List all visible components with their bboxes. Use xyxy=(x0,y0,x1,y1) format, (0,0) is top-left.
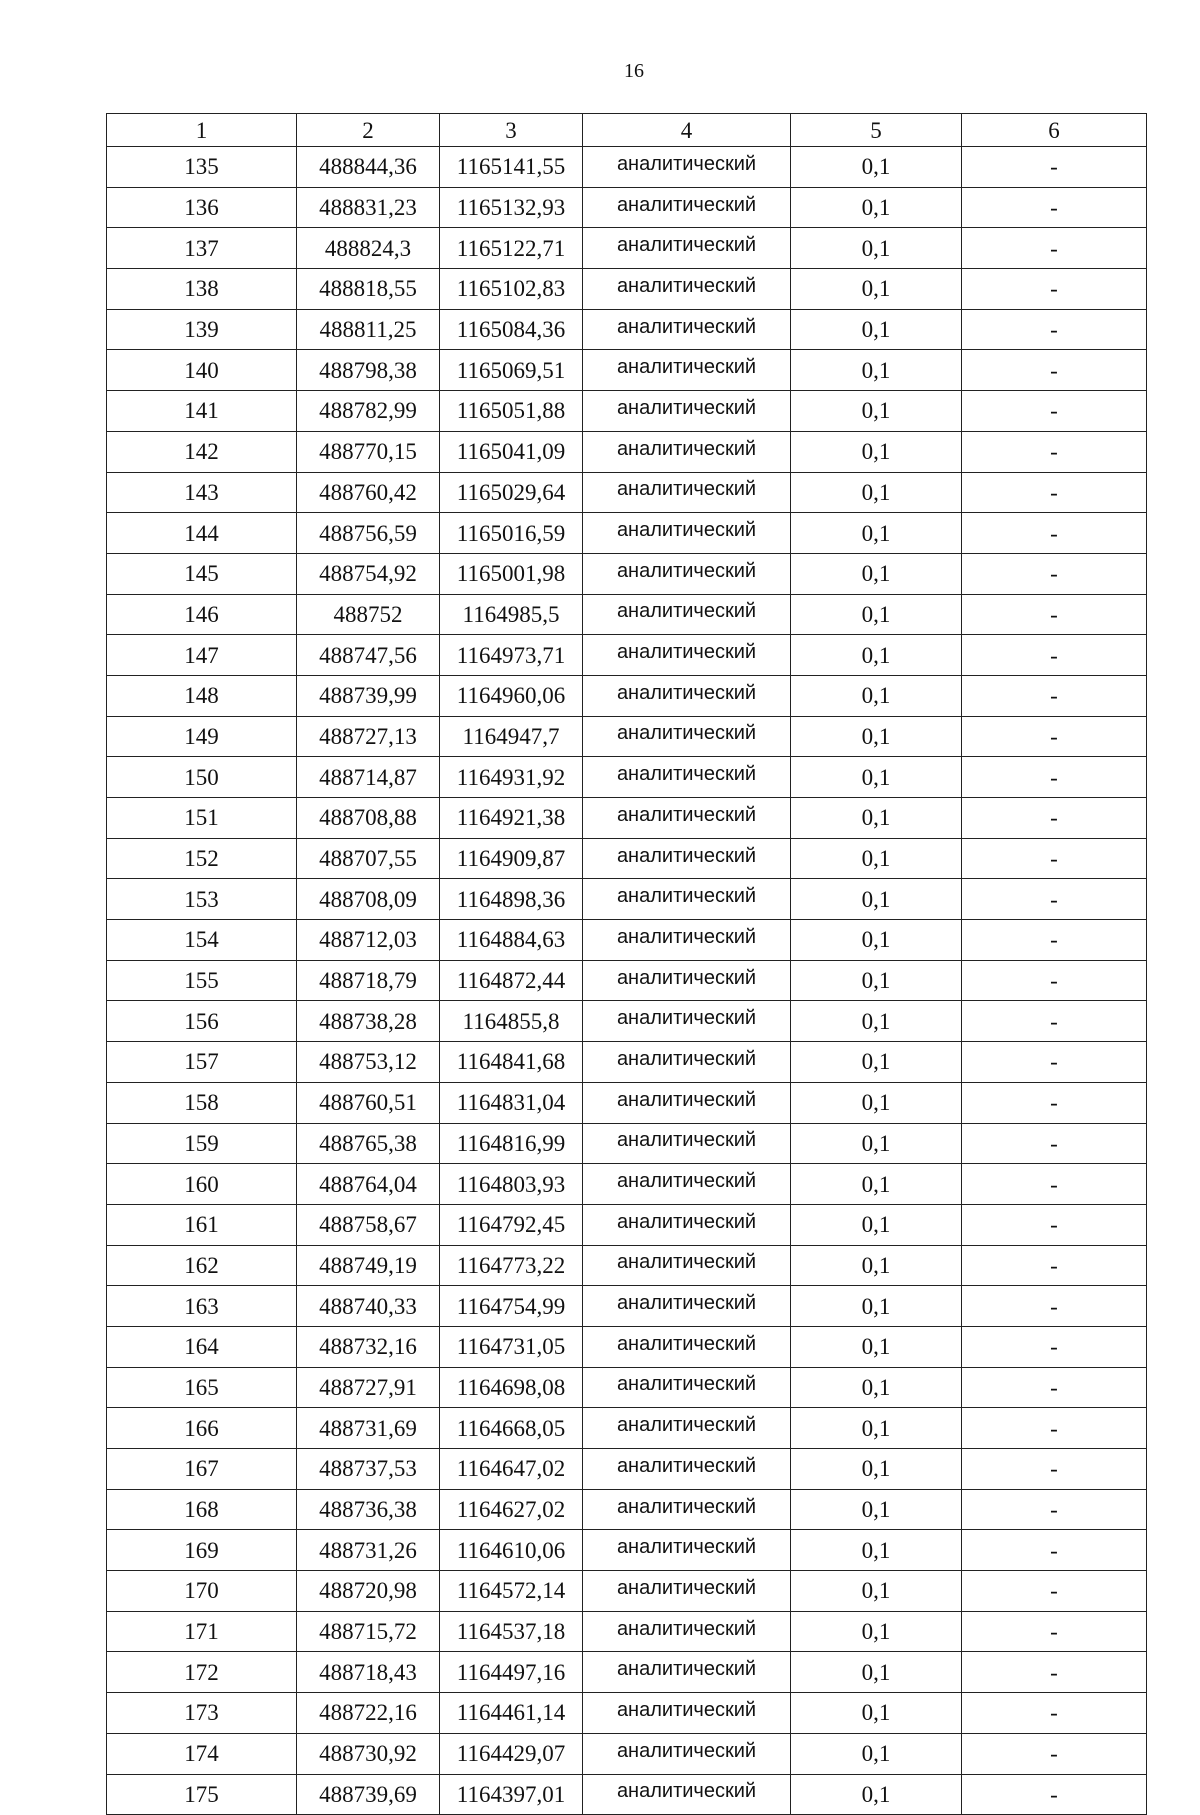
method-cell: аналитический xyxy=(583,391,791,432)
method-cell: аналитический xyxy=(583,1245,791,1286)
y-coordinate-cell: 1165102,83 xyxy=(440,269,583,310)
table-row xyxy=(107,1693,1147,1734)
point-number-cell: 165 xyxy=(107,1367,297,1408)
coordinates-table xyxy=(106,113,1147,1815)
method-cell: аналитический xyxy=(583,1530,791,1571)
table-row xyxy=(107,1245,1147,1286)
y-coordinate-cell: 1164610,06 xyxy=(440,1530,583,1571)
x-coordinate-cell: 488758,67 xyxy=(297,1204,440,1245)
note-cell: - xyxy=(962,1123,1147,1164)
point-number-cell: 158 xyxy=(107,1082,297,1123)
point-number-cell: 151 xyxy=(107,798,297,839)
accuracy-cell: 0,1 xyxy=(791,1042,962,1083)
method-cell: аналитический xyxy=(583,513,791,554)
method-cell: аналитический xyxy=(583,1367,791,1408)
point-number-cell: 152 xyxy=(107,838,297,879)
y-coordinate-cell: 1164898,36 xyxy=(440,879,583,920)
y-coordinate-cell: 1164497,16 xyxy=(440,1652,583,1693)
note-cell: - xyxy=(962,594,1147,635)
note-cell: - xyxy=(962,635,1147,676)
x-coordinate-cell: 488708,09 xyxy=(297,879,440,920)
x-coordinate-cell: 488760,51 xyxy=(297,1082,440,1123)
column-header: 4 xyxy=(583,114,791,147)
table-row xyxy=(107,838,1147,879)
table-row xyxy=(107,553,1147,594)
table-row xyxy=(107,147,1147,188)
y-coordinate-cell: 1164921,38 xyxy=(440,798,583,839)
note-cell: - xyxy=(962,1489,1147,1530)
point-number-cell: 164 xyxy=(107,1326,297,1367)
table-row xyxy=(107,1123,1147,1164)
note-cell: - xyxy=(962,269,1147,310)
method-cell: аналитический xyxy=(583,309,791,350)
note-cell: - xyxy=(962,1408,1147,1449)
accuracy-cell: 0,1 xyxy=(791,1326,962,1367)
note-cell: - xyxy=(962,472,1147,513)
y-coordinate-cell: 1164872,44 xyxy=(440,960,583,1001)
table-row xyxy=(107,1164,1147,1205)
table-row xyxy=(107,757,1147,798)
note-cell: - xyxy=(962,187,1147,228)
table-row xyxy=(107,309,1147,350)
note-cell: - xyxy=(962,1733,1147,1774)
method-cell: аналитический xyxy=(583,1326,791,1367)
table-row xyxy=(107,1774,1147,1815)
table-row xyxy=(107,391,1147,432)
note-cell: - xyxy=(962,1652,1147,1693)
point-number-cell: 161 xyxy=(107,1204,297,1245)
note-cell: - xyxy=(962,1326,1147,1367)
y-coordinate-cell: 1164947,7 xyxy=(440,716,583,757)
accuracy-cell: 0,1 xyxy=(791,1774,962,1815)
y-coordinate-cell: 1164668,05 xyxy=(440,1408,583,1449)
note-cell: - xyxy=(962,147,1147,188)
method-cell: аналитический xyxy=(583,1164,791,1205)
point-number-cell: 170 xyxy=(107,1571,297,1612)
accuracy-cell: 0,1 xyxy=(791,1164,962,1205)
table-row xyxy=(107,1449,1147,1490)
accuracy-cell: 0,1 xyxy=(791,431,962,472)
point-number-cell: 160 xyxy=(107,1164,297,1205)
accuracy-cell: 0,1 xyxy=(791,716,962,757)
y-coordinate-cell: 1165084,36 xyxy=(440,309,583,350)
table-row xyxy=(107,716,1147,757)
point-number-cell: 168 xyxy=(107,1489,297,1530)
point-number-cell: 156 xyxy=(107,1001,297,1042)
x-coordinate-cell: 488712,03 xyxy=(297,920,440,961)
method-cell: аналитический xyxy=(583,716,791,757)
y-coordinate-cell: 1165122,71 xyxy=(440,228,583,269)
x-coordinate-cell: 488739,69 xyxy=(297,1774,440,1815)
accuracy-cell: 0,1 xyxy=(791,1611,962,1652)
method-cell: аналитический xyxy=(583,675,791,716)
point-number-cell: 169 xyxy=(107,1530,297,1571)
column-header: 5 xyxy=(791,114,962,147)
accuracy-cell: 0,1 xyxy=(791,1245,962,1286)
x-coordinate-cell: 488765,38 xyxy=(297,1123,440,1164)
table-row xyxy=(107,513,1147,554)
note-cell: - xyxy=(962,513,1147,554)
x-coordinate-cell: 488722,16 xyxy=(297,1693,440,1734)
method-cell: аналитический xyxy=(583,1449,791,1490)
y-coordinate-cell: 1164884,63 xyxy=(440,920,583,961)
note-cell: - xyxy=(962,228,1147,269)
table-row xyxy=(107,635,1147,676)
point-number-cell: 136 xyxy=(107,187,297,228)
accuracy-cell: 0,1 xyxy=(791,1123,962,1164)
note-cell: - xyxy=(962,675,1147,716)
note-cell: - xyxy=(962,1571,1147,1612)
note-cell: - xyxy=(962,879,1147,920)
accuracy-cell: 0,1 xyxy=(791,228,962,269)
note-cell: - xyxy=(962,757,1147,798)
accuracy-cell: 0,1 xyxy=(791,675,962,716)
column-header: 3 xyxy=(440,114,583,147)
x-coordinate-cell: 488714,87 xyxy=(297,757,440,798)
method-cell: аналитический xyxy=(583,431,791,472)
note-cell: - xyxy=(962,309,1147,350)
y-coordinate-cell: 1164855,8 xyxy=(440,1001,583,1042)
table-row xyxy=(107,1733,1147,1774)
table-row xyxy=(107,798,1147,839)
point-number-cell: 171 xyxy=(107,1611,297,1652)
column-header: 1 xyxy=(107,114,297,147)
note-cell: - xyxy=(962,553,1147,594)
accuracy-cell: 0,1 xyxy=(791,1001,962,1042)
table-row xyxy=(107,1652,1147,1693)
method-cell: аналитический xyxy=(583,1733,791,1774)
point-number-cell: 141 xyxy=(107,391,297,432)
table-body xyxy=(107,147,1147,1815)
accuracy-cell: 0,1 xyxy=(791,757,962,798)
method-cell: аналитический xyxy=(583,757,791,798)
note-cell: - xyxy=(962,431,1147,472)
x-coordinate-cell: 488730,92 xyxy=(297,1733,440,1774)
x-coordinate-cell: 488747,56 xyxy=(297,635,440,676)
accuracy-cell: 0,1 xyxy=(791,1693,962,1734)
method-cell: аналитический xyxy=(583,350,791,391)
note-cell: - xyxy=(962,798,1147,839)
method-cell: аналитический xyxy=(583,920,791,961)
table-row xyxy=(107,1042,1147,1083)
y-coordinate-cell: 1165041,09 xyxy=(440,431,583,472)
page-number: 16 xyxy=(624,60,644,82)
note-cell: - xyxy=(962,1693,1147,1734)
table-row xyxy=(107,960,1147,1001)
y-coordinate-cell: 1165001,98 xyxy=(440,553,583,594)
y-coordinate-cell: 1164461,14 xyxy=(440,1693,583,1734)
point-number-cell: 146 xyxy=(107,594,297,635)
y-coordinate-cell: 1164429,07 xyxy=(440,1733,583,1774)
method-cell: аналитический xyxy=(583,1123,791,1164)
point-number-cell: 142 xyxy=(107,431,297,472)
x-coordinate-cell: 488739,99 xyxy=(297,675,440,716)
x-coordinate-cell: 488740,33 xyxy=(297,1286,440,1327)
point-number-cell: 162 xyxy=(107,1245,297,1286)
point-number-cell: 166 xyxy=(107,1408,297,1449)
accuracy-cell: 0,1 xyxy=(791,960,962,1001)
note-cell: - xyxy=(962,1001,1147,1042)
y-coordinate-cell: 1164909,87 xyxy=(440,838,583,879)
method-cell: аналитический xyxy=(583,798,791,839)
point-number-cell: 173 xyxy=(107,1693,297,1734)
accuracy-cell: 0,1 xyxy=(791,187,962,228)
point-number-cell: 135 xyxy=(107,147,297,188)
note-cell: - xyxy=(962,838,1147,879)
note-cell: - xyxy=(962,1611,1147,1652)
y-coordinate-cell: 1164773,22 xyxy=(440,1245,583,1286)
y-coordinate-cell: 1164841,68 xyxy=(440,1042,583,1083)
accuracy-cell: 0,1 xyxy=(791,1286,962,1327)
accuracy-cell: 0,1 xyxy=(791,1489,962,1530)
y-coordinate-cell: 1165051,88 xyxy=(440,391,583,432)
method-cell: аналитический xyxy=(583,1001,791,1042)
accuracy-cell: 0,1 xyxy=(791,1367,962,1408)
accuracy-cell: 0,1 xyxy=(791,350,962,391)
point-number-cell: 149 xyxy=(107,716,297,757)
point-number-cell: 150 xyxy=(107,757,297,798)
y-coordinate-cell: 1164731,05 xyxy=(440,1326,583,1367)
y-coordinate-cell: 1164647,02 xyxy=(440,1449,583,1490)
accuracy-cell: 0,1 xyxy=(791,1733,962,1774)
note-cell: - xyxy=(962,1164,1147,1205)
y-coordinate-cell: 1165132,93 xyxy=(440,187,583,228)
accuracy-cell: 0,1 xyxy=(791,838,962,879)
accuracy-cell: 0,1 xyxy=(791,513,962,554)
method-cell: аналитический xyxy=(583,1489,791,1530)
point-number-cell: 163 xyxy=(107,1286,297,1327)
accuracy-cell: 0,1 xyxy=(791,920,962,961)
note-cell: - xyxy=(962,1367,1147,1408)
x-coordinate-cell: 488727,91 xyxy=(297,1367,440,1408)
accuracy-cell: 0,1 xyxy=(791,1571,962,1612)
point-number-cell: 167 xyxy=(107,1449,297,1490)
point-number-cell: 157 xyxy=(107,1042,297,1083)
x-coordinate-cell: 488707,55 xyxy=(297,838,440,879)
x-coordinate-cell: 488831,23 xyxy=(297,187,440,228)
method-cell: аналитический xyxy=(583,960,791,1001)
y-coordinate-cell: 1164960,06 xyxy=(440,675,583,716)
point-number-cell: 138 xyxy=(107,269,297,310)
x-coordinate-cell: 488720,98 xyxy=(297,1571,440,1612)
note-cell: - xyxy=(962,1204,1147,1245)
note-cell: - xyxy=(962,960,1147,1001)
column-header: 6 xyxy=(962,114,1147,147)
point-number-cell: 140 xyxy=(107,350,297,391)
method-cell: аналитический xyxy=(583,1286,791,1327)
accuracy-cell: 0,1 xyxy=(791,1204,962,1245)
point-number-cell: 145 xyxy=(107,553,297,594)
x-coordinate-cell: 488731,26 xyxy=(297,1530,440,1571)
point-number-cell: 139 xyxy=(107,309,297,350)
y-coordinate-cell: 1164803,93 xyxy=(440,1164,583,1205)
table-row xyxy=(107,472,1147,513)
method-cell: аналитический xyxy=(583,879,791,920)
y-coordinate-cell: 1164397,01 xyxy=(440,1774,583,1815)
note-cell: - xyxy=(962,1245,1147,1286)
method-cell: аналитический xyxy=(583,635,791,676)
method-cell: аналитический xyxy=(583,1082,791,1123)
table-row xyxy=(107,1204,1147,1245)
table-row xyxy=(107,431,1147,472)
method-cell: аналитический xyxy=(583,1042,791,1083)
note-cell: - xyxy=(962,1774,1147,1815)
point-number-cell: 143 xyxy=(107,472,297,513)
method-cell: аналитический xyxy=(583,553,791,594)
method-cell: аналитический xyxy=(583,1652,791,1693)
x-coordinate-cell: 488727,13 xyxy=(297,716,440,757)
x-coordinate-cell: 488736,38 xyxy=(297,1489,440,1530)
y-coordinate-cell: 1165016,59 xyxy=(440,513,583,554)
table-row xyxy=(107,920,1147,961)
note-cell: - xyxy=(962,716,1147,757)
x-coordinate-cell: 488844,36 xyxy=(297,147,440,188)
y-coordinate-cell: 1164816,99 xyxy=(440,1123,583,1164)
x-coordinate-cell: 488824,3 xyxy=(297,228,440,269)
accuracy-cell: 0,1 xyxy=(791,798,962,839)
y-coordinate-cell: 1164627,02 xyxy=(440,1489,583,1530)
y-coordinate-cell: 1164572,14 xyxy=(440,1571,583,1612)
x-coordinate-cell: 488718,79 xyxy=(297,960,440,1001)
point-number-cell: 153 xyxy=(107,879,297,920)
y-coordinate-cell: 1164792,45 xyxy=(440,1204,583,1245)
x-coordinate-cell: 488782,99 xyxy=(297,391,440,432)
method-cell: аналитический xyxy=(583,1408,791,1449)
x-coordinate-cell: 488764,04 xyxy=(297,1164,440,1205)
method-cell: аналитический xyxy=(583,1693,791,1734)
accuracy-cell: 0,1 xyxy=(791,553,962,594)
y-coordinate-cell: 1165029,64 xyxy=(440,472,583,513)
x-coordinate-cell: 488732,16 xyxy=(297,1326,440,1367)
table-row xyxy=(107,1367,1147,1408)
table-row xyxy=(107,1082,1147,1123)
point-number-cell: 155 xyxy=(107,960,297,1001)
x-coordinate-cell: 488770,15 xyxy=(297,431,440,472)
table-row xyxy=(107,1001,1147,1042)
point-number-cell: 175 xyxy=(107,1774,297,1815)
y-coordinate-cell: 1164698,08 xyxy=(440,1367,583,1408)
accuracy-cell: 0,1 xyxy=(791,635,962,676)
accuracy-cell: 0,1 xyxy=(791,391,962,432)
table-row xyxy=(107,1326,1147,1367)
note-cell: - xyxy=(962,350,1147,391)
x-coordinate-cell: 488737,53 xyxy=(297,1449,440,1490)
y-coordinate-cell: 1164931,92 xyxy=(440,757,583,798)
y-coordinate-cell: 1164831,04 xyxy=(440,1082,583,1123)
method-cell: аналитический xyxy=(583,147,791,188)
table-row xyxy=(107,228,1147,269)
method-cell: аналитический xyxy=(583,1774,791,1815)
method-cell: аналитический xyxy=(583,269,791,310)
x-coordinate-cell: 488718,43 xyxy=(297,1652,440,1693)
point-number-cell: 148 xyxy=(107,675,297,716)
note-cell: - xyxy=(962,920,1147,961)
y-coordinate-cell: 1164754,99 xyxy=(440,1286,583,1327)
note-cell: - xyxy=(962,391,1147,432)
point-number-cell: 172 xyxy=(107,1652,297,1693)
accuracy-cell: 0,1 xyxy=(791,1530,962,1571)
y-coordinate-cell: 1165141,55 xyxy=(440,147,583,188)
accuracy-cell: 0,1 xyxy=(791,1408,962,1449)
x-coordinate-cell: 488760,42 xyxy=(297,472,440,513)
accuracy-cell: 0,1 xyxy=(791,147,962,188)
accuracy-cell: 0,1 xyxy=(791,1082,962,1123)
table-row xyxy=(107,269,1147,310)
table-row xyxy=(107,675,1147,716)
table-row xyxy=(107,1489,1147,1530)
x-coordinate-cell: 488708,88 xyxy=(297,798,440,839)
accuracy-cell: 0,1 xyxy=(791,1449,962,1490)
y-coordinate-cell: 1164537,18 xyxy=(440,1611,583,1652)
note-cell: - xyxy=(962,1042,1147,1083)
table-row xyxy=(107,187,1147,228)
x-coordinate-cell: 488715,72 xyxy=(297,1611,440,1652)
table-row xyxy=(107,1571,1147,1612)
y-coordinate-cell: 1164985,5 xyxy=(440,594,583,635)
method-cell: аналитический xyxy=(583,1571,791,1612)
point-number-cell: 174 xyxy=(107,1733,297,1774)
x-coordinate-cell: 488749,19 xyxy=(297,1245,440,1286)
x-coordinate-cell: 488738,28 xyxy=(297,1001,440,1042)
accuracy-cell: 0,1 xyxy=(791,1652,962,1693)
point-number-cell: 144 xyxy=(107,513,297,554)
point-number-cell: 147 xyxy=(107,635,297,676)
method-cell: аналитический xyxy=(583,187,791,228)
point-number-cell: 154 xyxy=(107,920,297,961)
table-row xyxy=(107,350,1147,391)
method-cell: аналитический xyxy=(583,1204,791,1245)
table-row xyxy=(107,879,1147,920)
accuracy-cell: 0,1 xyxy=(791,594,962,635)
table-row xyxy=(107,1286,1147,1327)
table-row xyxy=(107,1530,1147,1571)
method-cell: аналитический xyxy=(583,472,791,513)
x-coordinate-cell: 488753,12 xyxy=(297,1042,440,1083)
note-cell: - xyxy=(962,1286,1147,1327)
table-row xyxy=(107,1611,1147,1652)
table-header-row xyxy=(107,114,1147,147)
note-cell: - xyxy=(962,1530,1147,1571)
point-number-cell: 159 xyxy=(107,1123,297,1164)
method-cell: аналитический xyxy=(583,1611,791,1652)
method-cell: аналитический xyxy=(583,838,791,879)
x-coordinate-cell: 488798,38 xyxy=(297,350,440,391)
point-number-cell: 137 xyxy=(107,228,297,269)
method-cell: аналитический xyxy=(583,228,791,269)
accuracy-cell: 0,1 xyxy=(791,309,962,350)
accuracy-cell: 0,1 xyxy=(791,472,962,513)
y-coordinate-cell: 1164973,71 xyxy=(440,635,583,676)
x-coordinate-cell: 488731,69 xyxy=(297,1408,440,1449)
x-coordinate-cell: 488756,59 xyxy=(297,513,440,554)
x-coordinate-cell: 488752 xyxy=(297,594,440,635)
method-cell: аналитический xyxy=(583,594,791,635)
accuracy-cell: 0,1 xyxy=(791,269,962,310)
y-coordinate-cell: 1165069,51 xyxy=(440,350,583,391)
table-row xyxy=(107,594,1147,635)
column-header: 2 xyxy=(297,114,440,147)
x-coordinate-cell: 488818,55 xyxy=(297,269,440,310)
accuracy-cell: 0,1 xyxy=(791,879,962,920)
x-coordinate-cell: 488811,25 xyxy=(297,309,440,350)
note-cell: - xyxy=(962,1082,1147,1123)
note-cell: - xyxy=(962,1449,1147,1490)
x-coordinate-cell: 488754,92 xyxy=(297,553,440,594)
table-row xyxy=(107,1408,1147,1449)
